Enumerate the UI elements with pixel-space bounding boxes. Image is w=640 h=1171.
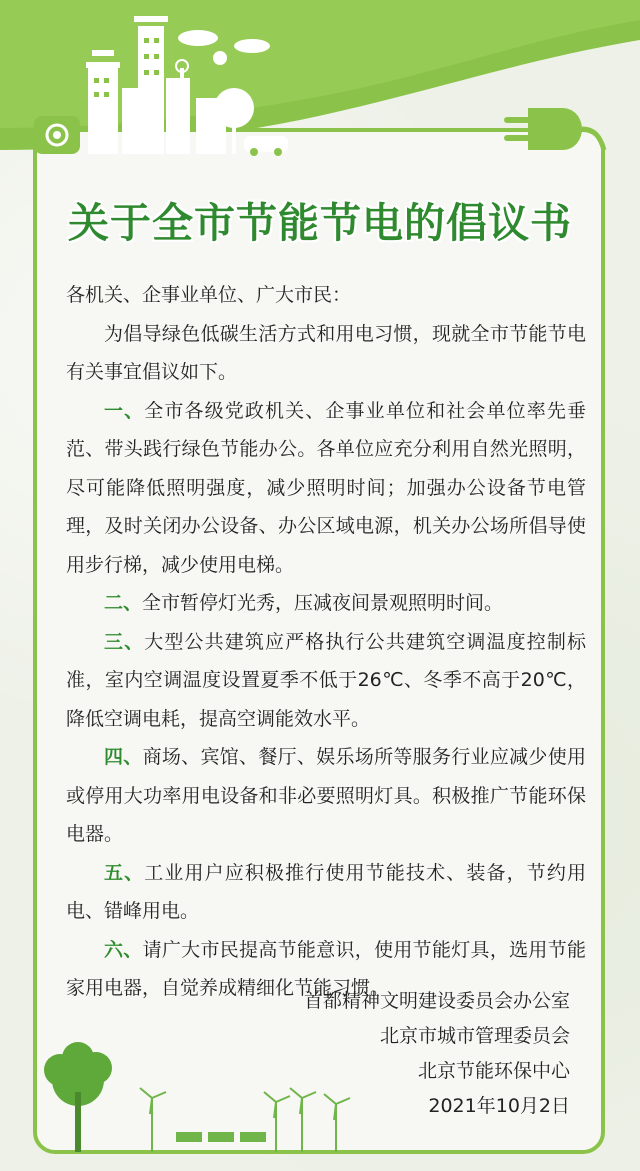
item-text: 商场、宾馆、餐厅、娱乐场所等服务行业应减少使用或停用大功率用电设备和非必要照明灯具。积极推广节能环保电器。 xyxy=(66,746,586,845)
intro-paragraph: 为倡导绿色低碳生活方式和用电习惯，现就全市节能节电有关事宜倡议如下。 xyxy=(66,322,586,383)
item-paragraph xyxy=(66,584,586,623)
item-number: 一、 xyxy=(104,399,145,422)
item-number: 三、 xyxy=(104,630,145,653)
signature-org: 北京市城市管理委员会 xyxy=(379,1025,570,1047)
green-city-illustration xyxy=(30,8,300,156)
item-number: 二、 xyxy=(104,592,143,614)
item-paragraph xyxy=(66,854,586,931)
item-paragraph xyxy=(66,738,586,854)
salutation: 各机关、企事业单位、广大市民： xyxy=(66,284,352,306)
item-text: 大型公共建筑应严格执行公共建筑空调温度控制标准，室内空调温度设置夏季不低于26℃、冬季不高于20℃，降低空调电耗，提高空调能效水平。 xyxy=(66,630,586,730)
page-title: 关于全市节能节电的倡议书 xyxy=(68,199,572,247)
item-text: 全市各级党政机关、企事业单位和社会单位率先垂范、带头践行绿色节能办公。各单位应充分利用自然光照明，尽可能降低照明强度，减少照明时间；加强办公设备节电管理，及时关闭办公设备、办公区域电源，机关办公场所倡导使用步行梯，减少使用电梯。 xyxy=(66,399,586,576)
tree-windmill-illustration xyxy=(36,1040,376,1152)
item-paragraph xyxy=(66,623,586,739)
item-text: 请广大市民提高节能意识，使用节能灯具，选用节能家用电器，自觉养成精细化节能习惯。 xyxy=(66,938,586,999)
item-text: 全市暂停灯光秀，压减夜间景观照明时间。 xyxy=(142,592,504,614)
signature-org: 北京节能环保中心 xyxy=(417,1060,570,1082)
item-number: 六、 xyxy=(104,938,143,961)
signature-org: 首都精神文明建设委员会办公室 xyxy=(303,990,570,1012)
signature-date: 2021年10月2日 xyxy=(428,1095,570,1117)
item-text: 工业用户应积极推行使用节能技术、装备，节约用电、错峰用电。 xyxy=(66,861,586,922)
power-plug-icon xyxy=(504,100,614,160)
item-number: 五、 xyxy=(104,861,145,884)
item-number: 四、 xyxy=(104,746,143,768)
item-paragraph xyxy=(66,392,586,585)
letter-body xyxy=(66,276,586,1008)
